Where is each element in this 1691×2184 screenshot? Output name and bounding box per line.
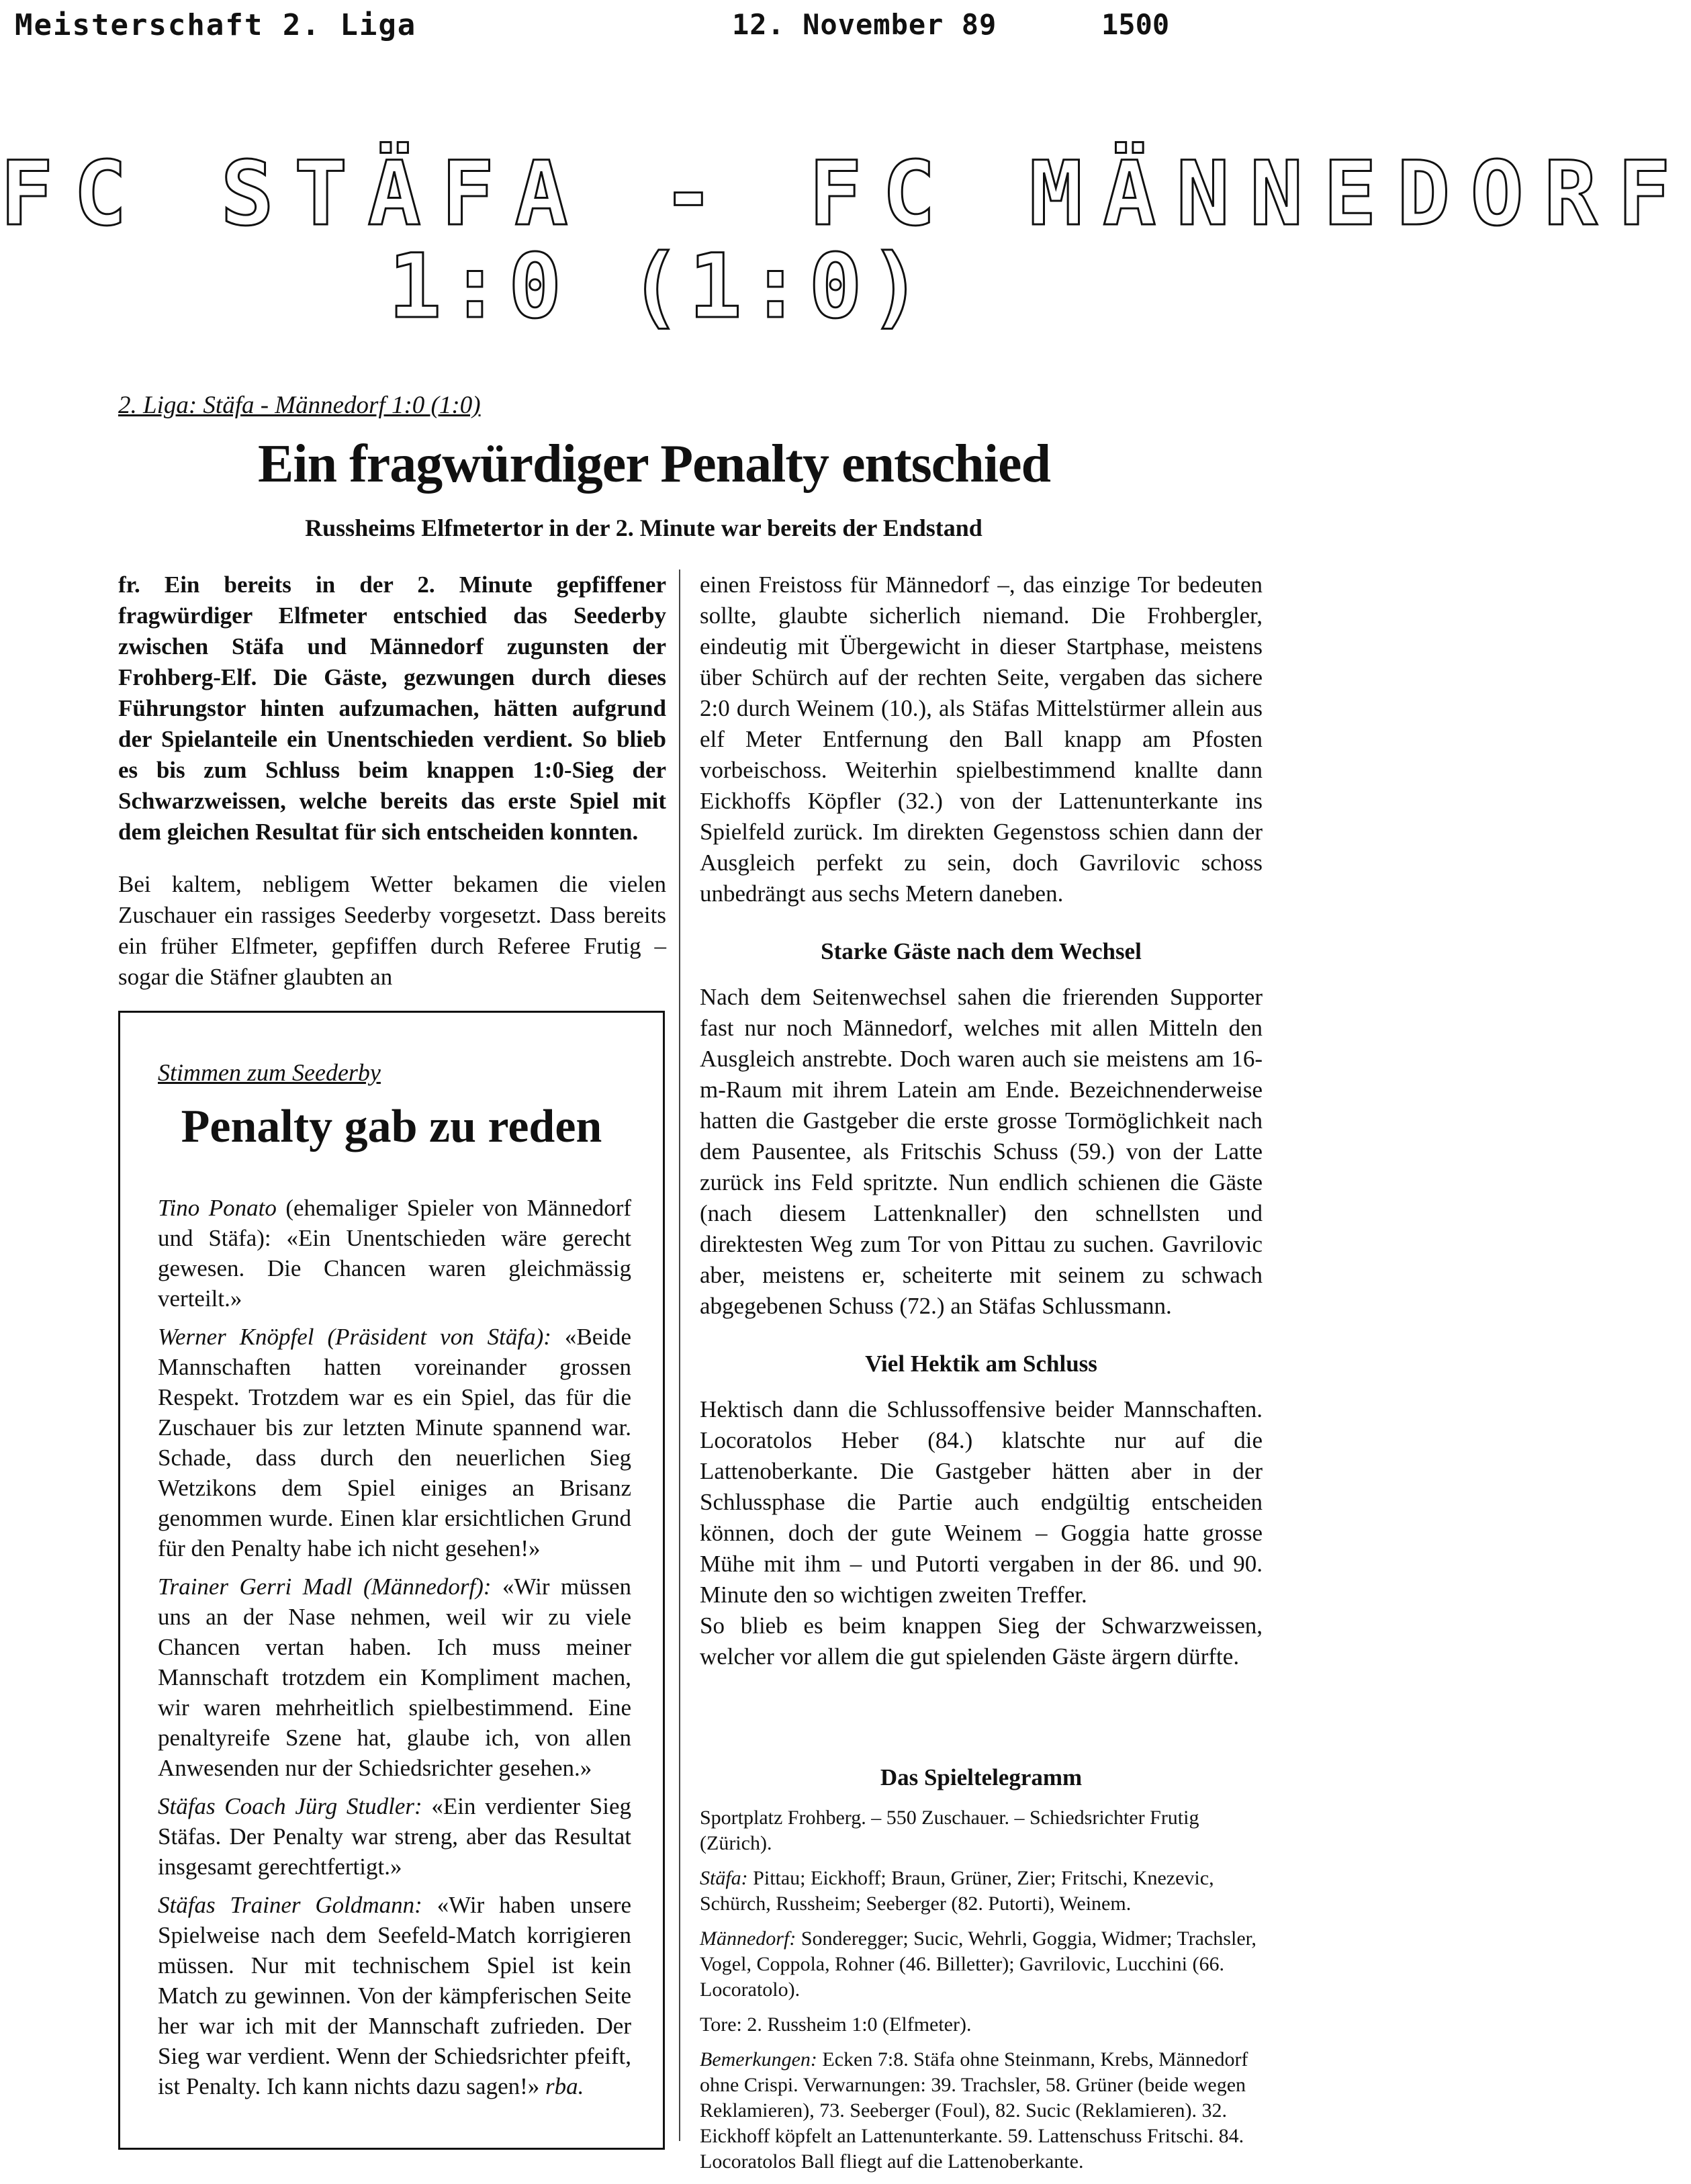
match-telegram xyxy=(700,1765,1263,2184)
quote-signature: rba. xyxy=(545,2073,584,2099)
telegram-title: Das Spieltelegramm xyxy=(880,1764,1083,1790)
body-paragraph: Nach dem Seitenwechsel sahen die frierenden Supporter fast nur noch Männedorf, welches mit allen Mitteln den Ausgleich anstrebte. Doch waren auch sie meistens am 16-m-Raum mit ihrem Latein am Ende. Bezeichnenderweise hatten die Gastgeber die erste grosse Tormöglichkeit nach dem Pausentee, als Fritschis Schuss (59.) von der Latte zurück ins Feld spritzte. Nun endlich schienen die Gäste (nach diesem Lattenknaller) den schnellsten und direktesten Weg zum Tor von Pittau zu suchen. Gavrilovic aber, meistens er, scheiterte mit seinem zu schwach abgegebenen Schuss (72.) an Stäfas Schlussmann. xyxy=(700,984,1263,1319)
body-paragraph: einen Freistoss für Männedorf –, das einzige Tor bedeuten sollte, glaubte sicherlich niemand. Die Frohbergler, eindeutig mit Übergewicht in dieser Startphase, meistens über Schürch auf der rechten Seite, vergaben das sichere 2:0 durch Weinem (10.), als Stäfas Mittelstürmer allein aus elf Meter Entfernung den Ball knapp am Pfosten vorbeischoss. Weiterhin spielbestimmend knallte dann Eickhoffs Köpfler (32.) von der Lattenunterkante ins Spielfeld zurück. Im direkten Gegenstoss schien dann der Ausgleich perfekt zu sein, doch Gavrilovic schoss unbedrängt aus sechs Metern daneben. xyxy=(700,572,1263,907)
quote-speaker: Stäfas Coach Jürg Studler: xyxy=(158,1793,422,1819)
remarks-text: Ecken 7:8. Stäfa ohne Steinmann, Krebs, Männedorf ohne Crispi. Verwarnungen: 39. Trachsler, 58. Grüner (beide wegen Reklamieren), 73. Seeberger (Foul), 82. Sucic (Reklamieren). 32. Eickhoff köpfelt an Lattenunterkante. 59. Lattenschuss Fritschi. 84. Locoratolos Ball fliegt auf die Lattenoberkante. xyxy=(700,2048,1248,2173)
telegram-venue: Sportplatz Frohberg. – 550 Zuschauer. – Schiedsrichter Frutig (Zürich). xyxy=(700,1807,1199,1854)
article-subhead: Russheims Elfmetertor in der 2. Minute war bereits der Endstand xyxy=(305,514,982,541)
quote-item xyxy=(158,1322,631,1563)
match-score-banner: 1:0 (1:0) xyxy=(388,235,929,338)
article-headline: Ein fragwürdiger Penalty entschied xyxy=(258,435,1051,494)
body-paragraph: So blieb es beim knappen Sieg der Schwarzweissen, welcher vor allem die gut spielenden Gäste ärgern dürfte. xyxy=(700,1612,1263,1670)
quote-speaker: Werner Knöpfel (Präsident von Stäfa): xyxy=(158,1324,551,1350)
match-time: 1500 xyxy=(1101,8,1170,41)
body-paragraph: Hektisch dann die Schlussoffensive beider Mannschaften. Locoratolos Heber (84.) klatschte nur auf die Lattenoberkante. Die Gastgeber hätten aber in der Schlussphase die Partie auch endgültig entscheiden können, doch der gute Weinem – Goggia hatte grosse Mühe mit ihm – und Putorti vergaben in der 86. und 90. Minute den so wichtigen zweiten Treffer. xyxy=(700,1396,1263,1608)
telegram-remarks xyxy=(700,2047,1263,2175)
section-heading: Starke Gäste nach dem Wechsel xyxy=(821,938,1142,964)
box-title: Penalty gab zu reden xyxy=(181,1101,602,1152)
article-body-right xyxy=(700,570,1263,1672)
lineup-label: Stäfa: xyxy=(700,1867,748,1889)
remarks-label: Bemerkungen: xyxy=(700,2048,817,2071)
quote-text: «Wir haben unsere Spielweise nach dem Seefeld-Match korrigieren müssen. Nur mit technischem Spiel ist kein Match zu gewinnen. Von der kämpferischen Seite her war ich mit der Mannschaft zufrieden. Der Sieg war verdient. Wenn der Schiedsrichter pfeift, ist Penalty. Ich kann nichts dazu sagen!» xyxy=(158,1892,631,2099)
match-teams-banner: FC STÄFA - FC MÄNNEDORF xyxy=(0,142,1691,246)
lineup-label: Männedorf: xyxy=(700,1927,796,1950)
quote-item xyxy=(158,1193,631,1314)
box-quotes xyxy=(158,1193,631,2109)
quote-speaker: Stäfas Trainer Goldmann: xyxy=(158,1892,422,1918)
article-body-left xyxy=(118,869,666,993)
quote-item xyxy=(158,1890,631,2101)
section-heading: Viel Hektik am Schluss xyxy=(865,1351,1097,1377)
telegram-lineup-maennedorf xyxy=(700,1926,1263,2003)
match-date: 12. November 89 xyxy=(732,8,997,41)
telegram-goals: Tore: 2. Russheim 1:0 (Elfmeter). xyxy=(700,2013,972,2036)
column-divider xyxy=(679,570,680,2141)
article-kicker: 2. Liga: Stäfa - Männedorf 1:0 (1:0) xyxy=(118,392,481,419)
quotes-box xyxy=(118,1011,665,2150)
quote-text: «Wir müssen uns an der Nase nehmen, weil wir zu viele Chancen vertan haben. Ich muss meiner Mannschaft trotzdem ein Kompliment machen, wir waren mehrheitlich spielbestimmend. Eine penaltyreife Szene hat, glaube ich, von allen Anwesenden nur der Schiedsrichter gesehen.» xyxy=(158,1574,632,1781)
quote-text: «Beide Mannschaften hatten voreinander grossen Respekt. Trotzdem war es ein Spiel, das für die Zuschauer bis zur letzten Minute spannend war. Schade, dass durch den neuerlichen Sieg Wetzikons dem Spiel einiges an Brisanz genommen wurde. Einen klar ersichtlichen Grund für den Penalty habe ich nicht gesehen!» xyxy=(158,1324,632,1561)
lineup-text: Sonderegger; Sucic, Wehrli, Goggia, Widmer; Trachsler, Vogel, Coppola, Rohner (46. Billetter); Gavrilovic, Lucchini (66. Locoratolo). xyxy=(700,1927,1256,2001)
quote-speaker-note: (ehemaliger Spieler von Männedorf und Stäfa): xyxy=(158,1195,632,1251)
quote-item xyxy=(158,1572,631,1783)
quote-item xyxy=(158,1791,631,1882)
lead-paragraph: fr. Ein bereits in der 2. Minute gepfiffener fragwürdiger Elfmeter entschied das Seederby zwischen Stäfa und Männedorf zugunsten der Frohberg-Elf. Die Gäste, gezwungen durch dieses Führungstor hinten aufzumachen, hätten aufgrund der Spielanteile ein Unentschieden verdient. So blieb es bis zum Schluss beim knappen 1:0-Sieg der Schwarzweissen, welche bereits das erste Spiel mit dem gleichen Resultat für sich entscheiden konnten. xyxy=(118,572,666,845)
quote-text: «Ein Unentschieden wäre gerecht gewesen. Die Chancen waren gleichmässig verteilt.» xyxy=(158,1225,631,1312)
lineup-text: Pittau; Eickhoff; Braun, Grüner, Zier; Fritschi, Knezevic, Schürch, Russheim; Seeberger (82. Putorti), Weinem. xyxy=(700,1867,1214,1915)
telegram-lineup-staefa xyxy=(700,1866,1263,1917)
quote-text: «Ein verdienter Sieg Stäfas. Der Penalty war streng, aber das Resultat insgesamt gerechtfertigt.» xyxy=(158,1793,631,1880)
quote-speaker: Tino Ponato xyxy=(158,1195,277,1221)
quote-speaker: Trainer Gerri Madl (Männedorf): xyxy=(158,1574,492,1600)
article-lead xyxy=(118,570,666,848)
body-paragraph: Bei kaltem, nebligem Wetter bekamen die vielen Zuschauer ein rassiges Seederby vorgesetzt. Dass bereits ein früher Elfmeter, gepfiffen durch Referee Frutig – sogar die Stäfner glaubten an xyxy=(118,871,666,990)
competition-label: Meisterschaft 2. Liga xyxy=(15,8,417,42)
box-kicker: Stimmen zum Seederby xyxy=(158,1059,381,1086)
